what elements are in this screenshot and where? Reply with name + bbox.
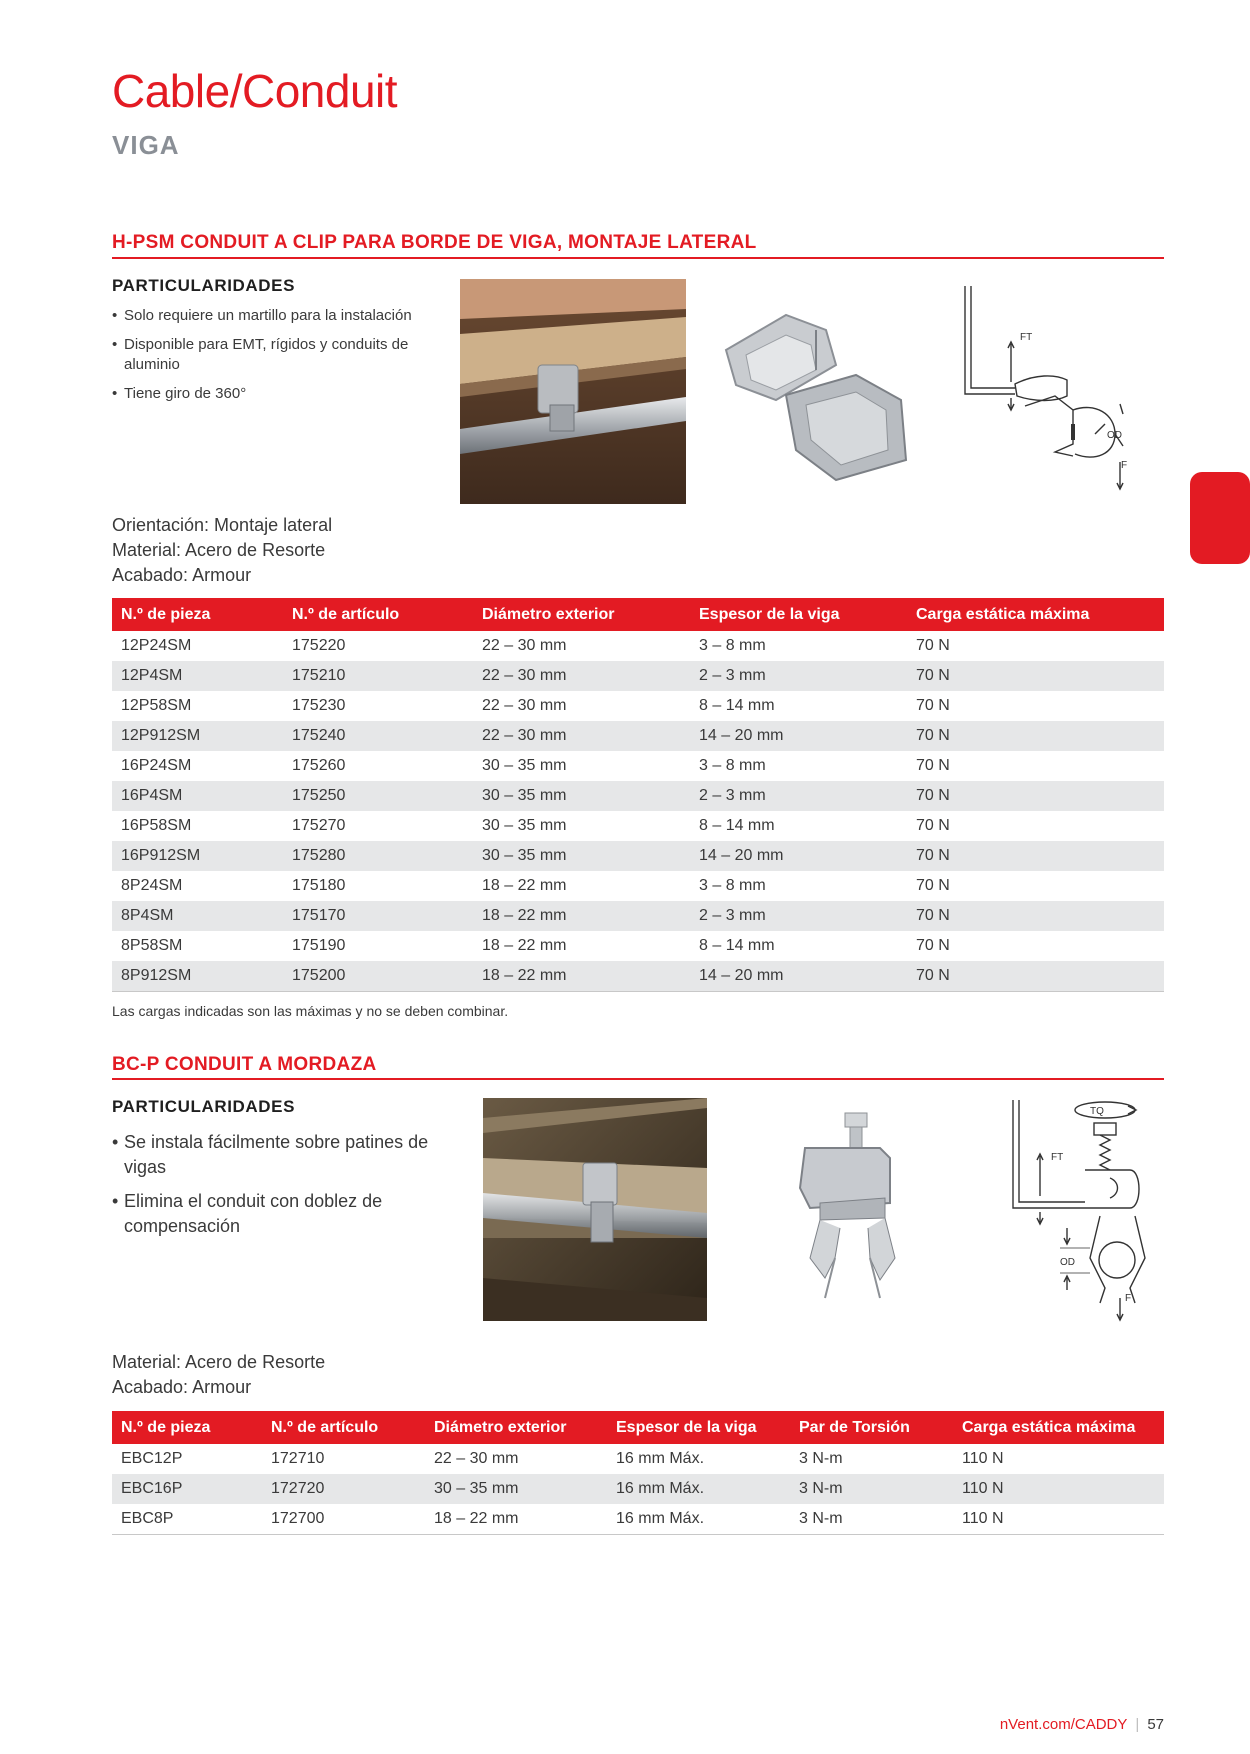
table-cell: 175280	[283, 841, 473, 871]
col-header: N.º de artículo	[262, 1411, 425, 1444]
diagram-label-ft: FT	[1051, 1152, 1064, 1163]
table-cell: 30 – 35 mm	[425, 1474, 607, 1504]
table-cell: 175260	[292, 757, 346, 774]
table-cell: 70 N	[907, 721, 1164, 751]
table-cell: 16 mm Máx.	[607, 1504, 790, 1535]
table-cell: 22 – 30 mm	[482, 637, 567, 654]
table-cell: 175210	[283, 661, 473, 691]
footer-url-link[interactable]: nVent.com/CADDY	[999, 1716, 1128, 1733]
table-cell: 172700	[262, 1504, 425, 1535]
page-title: Cable/Conduit	[112, 65, 398, 117]
col-header: Par de Torsión	[790, 1411, 953, 1444]
installation-diagram	[1010, 1098, 1160, 1323]
table-cell: 175190	[292, 937, 346, 954]
installation-diagram	[955, 284, 1128, 489]
col-header: N.º de pieza	[112, 598, 283, 631]
table-cell: 14 – 20 mm	[690, 841, 907, 871]
section2-features-heading: PARTICULARIDADES	[112, 1097, 296, 1116]
table-cell: 12P58SM	[121, 697, 192, 714]
table-cell: 3 N-m	[790, 1474, 953, 1504]
table-row	[112, 1504, 1164, 1535]
feature-item: • Solo requiere un martillo para la instalación	[112, 306, 452, 326]
table-cell: 30 – 35 mm	[482, 757, 567, 774]
table-cell: 175250	[283, 781, 473, 811]
table-cell: 2 – 3 mm	[690, 901, 907, 931]
table-header-row	[112, 598, 1164, 631]
table-cell: 16P912SM	[112, 841, 283, 871]
table-cell: 3 – 8 mm	[699, 757, 766, 774]
table-cell: 14 – 20 mm	[690, 961, 907, 992]
section1-features-heading: PARTICULARIDADES	[112, 276, 296, 295]
col-header: Espesor de la viga	[607, 1411, 790, 1444]
table-cell: 70 N	[916, 757, 950, 774]
table-cell: 175180	[292, 877, 346, 894]
table-cell: 18 – 22 mm	[473, 961, 690, 992]
table-cell: 12P24SM	[121, 637, 192, 654]
table-row	[112, 661, 1164, 691]
table-row	[112, 961, 1164, 992]
product-installed-photo	[483, 1098, 707, 1321]
table-cell: 3 – 8 mm	[699, 877, 766, 894]
table-cell: 172720	[262, 1474, 425, 1504]
table-cell: 22 – 30 mm	[482, 697, 567, 714]
table-cell: EBC8P	[112, 1504, 262, 1535]
table-cell: 110 N	[953, 1474, 1164, 1504]
table-cell: 175220	[292, 637, 346, 654]
table-cell: 3 – 8 mm	[699, 637, 766, 654]
table-cell: 175170	[283, 901, 473, 931]
table-cell: 14 – 20 mm	[690, 721, 907, 751]
feature-item: • Disponible para EMT, rígidos y conduits de aluminio	[112, 335, 452, 375]
product-installed-photo	[460, 279, 686, 504]
table-note: Las cargas indicadas son las máximas y no se deben combinar.	[112, 1003, 509, 1019]
table-cell: 3 N-m	[790, 1504, 953, 1535]
table-cell: 8P24SM	[121, 877, 183, 894]
table-row	[112, 901, 1164, 931]
section1-table	[112, 598, 1164, 992]
table-cell: 22 – 30 mm	[473, 661, 690, 691]
spec-finish: Acabado: Armour	[112, 565, 252, 585]
table-cell: 18 – 22 mm	[482, 877, 567, 894]
section1-features-list	[112, 306, 452, 413]
feature-item: • Tiene giro de 360°	[112, 384, 452, 404]
footer-separator: |	[1135, 1716, 1140, 1733]
table-cell: 70 N	[916, 877, 950, 894]
section2-table	[112, 1411, 1164, 1535]
diagram-label-od: OD	[1107, 430, 1122, 441]
spec-material: Material: Acero de Resorte	[112, 540, 326, 560]
col-header: Diámetro exterior	[425, 1411, 607, 1444]
table-cell: 70 N	[916, 637, 950, 654]
diagram-label-tq: TQ	[1090, 1106, 1104, 1117]
table-cell: 16P24SM	[121, 757, 192, 774]
table-row	[112, 781, 1164, 811]
table-cell: 175200	[283, 961, 473, 992]
section2-rule	[112, 1078, 1164, 1080]
page-footer	[1000, 1716, 1164, 1733]
diagram-label-od: OD	[1060, 1257, 1075, 1268]
table-cell: 18 – 22 mm	[482, 937, 567, 954]
col-header: Espesor de la viga	[690, 598, 907, 631]
table-cell: 12P912SM	[112, 721, 283, 751]
section1-specs	[112, 513, 332, 588]
table-row	[112, 1474, 1164, 1504]
table-cell: 16P4SM	[112, 781, 283, 811]
diagram-label-ft: FT	[1020, 332, 1033, 343]
table-cell: 30 – 35 mm	[482, 817, 567, 834]
table-cell: 70 N	[907, 781, 1164, 811]
feature-item: • Elimina el conduit con doblez de compensación	[112, 1189, 472, 1239]
table-row	[112, 871, 1164, 901]
table-row	[112, 721, 1164, 751]
section2-specs	[112, 1350, 325, 1400]
section2-features-list	[112, 1130, 472, 1248]
table-cell: 3 N-m	[799, 1450, 843, 1467]
table-cell: 22 – 30 mm	[434, 1450, 519, 1467]
col-header: Carga estática máxima	[953, 1411, 1164, 1444]
table-cell: 175270	[292, 817, 346, 834]
col-header: Diámetro exterior	[473, 598, 690, 631]
table-cell: EBC12P	[121, 1450, 183, 1467]
table-cell: 70 N	[907, 661, 1164, 691]
table-cell: 8P912SM	[112, 961, 283, 992]
col-header: N.º de artículo	[283, 598, 473, 631]
table-cell: 18 – 22 mm	[473, 901, 690, 931]
table-row	[112, 631, 1164, 661]
spec-material: Material: Acero de Resorte	[112, 1352, 326, 1372]
table-cell: 70 N	[907, 841, 1164, 871]
table-cell: 16 mm Máx.	[616, 1450, 705, 1467]
table-cell: 175240	[283, 721, 473, 751]
table-row	[112, 1444, 1164, 1474]
table-cell: 16P58SM	[121, 817, 192, 834]
table-row	[112, 691, 1164, 721]
table-row	[112, 841, 1164, 871]
table-cell: 2 – 3 mm	[690, 661, 907, 691]
table-cell: 8 – 14 mm	[699, 697, 775, 714]
spec-finish: Acabado: Armour	[112, 1377, 252, 1397]
col-header: Carga estática máxima	[907, 598, 1164, 631]
col-header: N.º de pieza	[112, 1411, 262, 1444]
feature-item: • Se instala fácilmente sobre patines de vigas	[112, 1130, 472, 1180]
product-clip-image	[716, 300, 916, 485]
diagram-label-f: F	[1125, 1293, 1132, 1304]
table-cell: 70 N	[907, 961, 1164, 992]
table-cell: 110 N	[953, 1504, 1164, 1535]
table-cell: EBC16P	[112, 1474, 262, 1504]
table-cell: 8P58SM	[121, 937, 183, 954]
table-cell: 22 – 30 mm	[473, 721, 690, 751]
table-row	[112, 811, 1164, 841]
page-subtitle: VIGA	[112, 130, 180, 160]
section2-heading: BC-P CONDUIT A MORDAZA	[112, 1054, 377, 1075]
page-number: 57	[1147, 1716, 1164, 1733]
table-cell: 16 mm Máx.	[607, 1474, 790, 1504]
table-cell: 110 N	[962, 1450, 1004, 1467]
section1-rule	[112, 257, 1164, 259]
table-cell: 70 N	[916, 697, 950, 714]
diagram-label-f: F	[1121, 460, 1128, 471]
table-cell: 12P4SM	[112, 661, 283, 691]
table-cell: 70 N	[907, 901, 1164, 931]
table-cell: 8P4SM	[112, 901, 283, 931]
table-row	[112, 751, 1164, 781]
table-cell: 30 – 35 mm	[473, 781, 690, 811]
table-cell: 2 – 3 mm	[690, 781, 907, 811]
spec-orientation: Orientación: Montaje lateral	[112, 515, 333, 535]
table-header-row	[112, 1411, 1164, 1444]
table-cell: 70 N	[916, 817, 950, 834]
table-cell: 70 N	[916, 937, 950, 954]
section-side-tab	[1190, 472, 1250, 564]
table-cell: 172710	[271, 1450, 325, 1467]
table-cell: 8 – 14 mm	[699, 937, 775, 954]
table-cell: 18 – 22 mm	[425, 1504, 607, 1535]
product-clamp-image	[790, 1108, 920, 1308]
table-cell: 30 – 35 mm	[473, 841, 690, 871]
table-cell: 175230	[292, 697, 346, 714]
section1-heading: H-PSM CONDUIT A CLIP PARA BORDE DE VIGA, MONTAJE LATERAL	[112, 232, 757, 253]
table-cell: 8 – 14 mm	[699, 817, 775, 834]
table-row	[112, 931, 1164, 961]
